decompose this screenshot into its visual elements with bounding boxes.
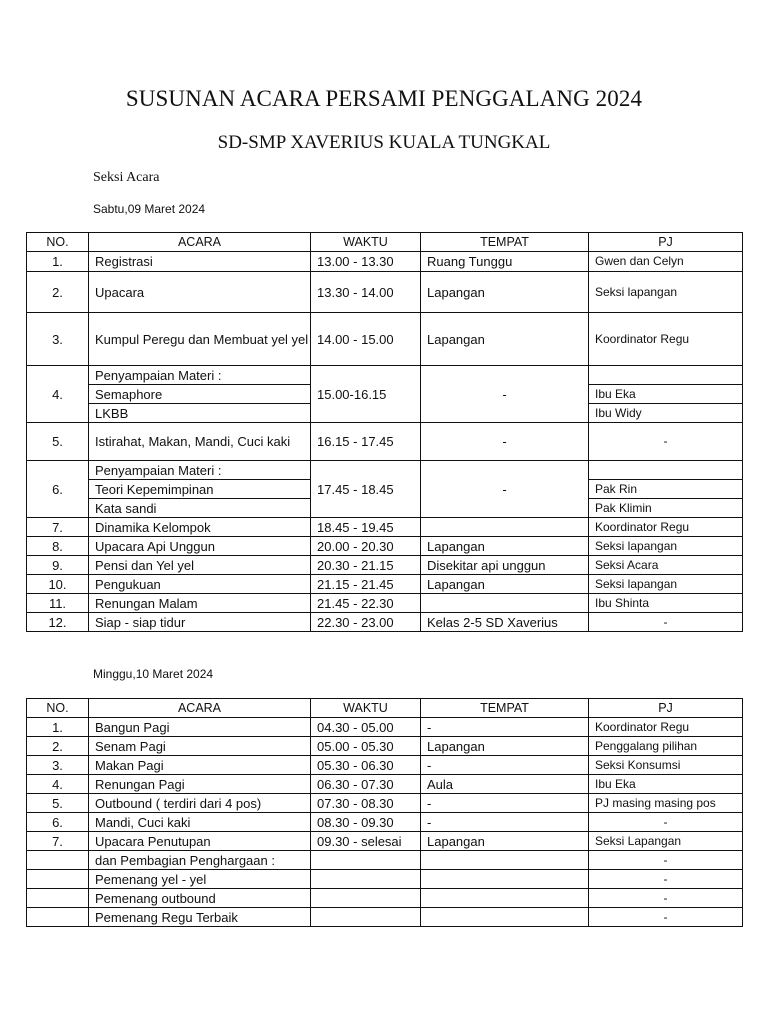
cell-tempat: -	[421, 461, 589, 518]
cell-no: 5.	[27, 794, 89, 813]
header-no: NO.	[27, 699, 89, 718]
cell-pj: Ibu Eka	[589, 775, 743, 794]
cell-waktu: 06.30 - 07.30	[311, 775, 421, 794]
cell-waktu: 05.30 - 06.30	[311, 756, 421, 775]
cell-acara: dan Pembagian Penghargaan :	[89, 851, 311, 870]
table-row	[27, 889, 743, 908]
cell-waktu: 17.45 - 18.45	[311, 461, 421, 518]
cell-tempat	[421, 851, 589, 870]
cell-pj: Koordinator Regu	[589, 313, 743, 366]
cell-no: 6.	[27, 813, 89, 832]
cell-waktu: 20.00 - 20.30	[311, 537, 421, 556]
cell-pj: -	[589, 908, 743, 927]
cell-waktu: 13.30 - 14.00	[311, 272, 421, 313]
header-tempat: TEMPAT	[421, 699, 589, 718]
cell-waktu: 20.30 - 21.15	[311, 556, 421, 575]
cell-acara: Registrasi	[89, 252, 311, 272]
cell-pj: Koordinator Regu	[589, 518, 743, 537]
cell-acara: Pemenang Regu Terbaik	[89, 908, 311, 927]
cell-tempat: Lapangan	[421, 832, 589, 851]
cell-tempat: Lapangan	[421, 313, 589, 366]
table-row	[27, 851, 743, 870]
cell-pj: Seksi Lapangan	[589, 832, 743, 851]
header-no: NO.	[27, 233, 89, 252]
table-row	[27, 613, 743, 632]
cell-pj: -	[589, 851, 743, 870]
cell-acara: Pengukuan	[89, 575, 311, 594]
cell-acara: Pensi dan Yel yel	[89, 556, 311, 575]
cell-pj: Ibu Widy	[589, 404, 743, 423]
header-pj: PJ	[589, 699, 743, 718]
cell-acara-head: Penyampaian Materi :	[89, 366, 311, 385]
cell-tempat: Ruang Tunggu	[421, 252, 589, 272]
cell-pj: -	[589, 813, 743, 832]
cell-waktu: 08.30 - 09.30	[311, 813, 421, 832]
table-row	[27, 518, 743, 537]
header-waktu: WAKTU	[311, 233, 421, 252]
cell-acara: Siap - siap tidur	[89, 613, 311, 632]
cell-no: 10.	[27, 575, 89, 594]
cell-waktu: 18.45 - 19.45	[311, 518, 421, 537]
cell-waktu	[311, 851, 421, 870]
cell-no: 7.	[27, 518, 89, 537]
cell-no: 9.	[27, 556, 89, 575]
cell-no	[27, 870, 89, 889]
cell-tempat: Aula	[421, 775, 589, 794]
table-row	[27, 737, 743, 756]
cell-pj: PJ masing masing pos	[589, 794, 743, 813]
cell-pj: Ibu Shinta	[589, 594, 743, 613]
table-header-row	[27, 233, 743, 252]
table-row	[27, 272, 743, 313]
day2-label: Minggu,10 Maret 2024	[93, 667, 214, 681]
cell-pj: -	[589, 423, 743, 461]
cell-no: 3.	[27, 756, 89, 775]
cell-acara: Upacara	[89, 272, 311, 313]
table-row	[27, 313, 743, 366]
cell-tempat: -	[421, 813, 589, 832]
cell-tempat: Lapangan	[421, 737, 589, 756]
cell-no: 5.	[27, 423, 89, 461]
cell-waktu: 09.30 - selesai	[311, 832, 421, 851]
cell-acara: Pemenang yel - yel	[89, 870, 311, 889]
cell-acara: Makan Pagi	[89, 756, 311, 775]
cell-waktu: 21.45 - 22.30	[311, 594, 421, 613]
cell-acara-sub: Teori Kepemimpinan	[89, 480, 311, 499]
table-row	[27, 870, 743, 889]
cell-pj-empty	[589, 366, 743, 385]
cell-acara: Senam Pagi	[89, 737, 311, 756]
cell-tempat: Lapangan	[421, 537, 589, 556]
cell-acara: Bangun Pagi	[89, 718, 311, 737]
header-acara: ACARA	[89, 699, 311, 718]
cell-waktu: 14.00 - 15.00	[311, 313, 421, 366]
cell-pj: Penggalang pilihan	[589, 737, 743, 756]
table-row	[27, 775, 743, 794]
cell-acara: Renungan Pagi	[89, 775, 311, 794]
cell-pj: Koordinator Regu	[589, 718, 743, 737]
cell-waktu: 21.15 - 21.45	[311, 575, 421, 594]
cell-tempat: -	[421, 756, 589, 775]
cell-pj-empty	[589, 461, 743, 480]
cell-waktu: 04.30 - 05.00	[311, 718, 421, 737]
cell-pj: Seksi lapangan	[589, 537, 743, 556]
table-row	[27, 813, 743, 832]
cell-acara-sub: Semaphore	[89, 385, 311, 404]
cell-no	[27, 851, 89, 870]
cell-acara: Istirahat, Makan, Mandi, Cuci kaki	[89, 423, 311, 461]
cell-tempat	[421, 870, 589, 889]
cell-pj: Gwen dan Celyn	[589, 252, 743, 272]
cell-acara: Mandi, Cuci kaki	[89, 813, 311, 832]
cell-pj: Pak Rin	[589, 480, 743, 499]
cell-no: 4.	[27, 366, 89, 423]
header-pj: PJ	[589, 233, 743, 252]
cell-tempat	[421, 594, 589, 613]
table-row	[27, 252, 743, 272]
cell-tempat: -	[421, 423, 589, 461]
cell-tempat: -	[421, 794, 589, 813]
cell-waktu: 16.15 - 17.45	[311, 423, 421, 461]
cell-acara: Upacara Penutupan	[89, 832, 311, 851]
cell-waktu	[311, 889, 421, 908]
table-row	[27, 756, 743, 775]
cell-acara-head: Penyampaian Materi :	[89, 461, 311, 480]
schedule-table-day1	[26, 232, 743, 632]
table-row	[27, 423, 743, 461]
cell-acara: Kumpul Peregu dan Membuat yel yel	[89, 313, 311, 366]
cell-no: 2.	[27, 737, 89, 756]
cell-no: 3.	[27, 313, 89, 366]
cell-acara-sub: Kata sandi	[89, 499, 311, 518]
cell-tempat	[421, 518, 589, 537]
cell-no: 11.	[27, 594, 89, 613]
cell-acara: Dinamika Kelompok	[89, 518, 311, 537]
table-row	[27, 908, 743, 927]
cell-no: 4.	[27, 775, 89, 794]
cell-no: 8.	[27, 537, 89, 556]
cell-tempat: -	[421, 718, 589, 737]
cell-no: 7.	[27, 832, 89, 851]
cell-tempat: Kelas 2-5 SD Xaverius	[421, 613, 589, 632]
cell-pj: Ibu Eka	[589, 385, 743, 404]
schedule-table-day2	[26, 698, 743, 927]
table-row	[27, 537, 743, 556]
cell-acara-sub: LKBB	[89, 404, 311, 423]
cell-tempat	[421, 889, 589, 908]
cell-acara: Upacara Api Unggun	[89, 537, 311, 556]
table-row	[27, 556, 743, 575]
cell-pj: -	[589, 613, 743, 632]
cell-no	[27, 889, 89, 908]
cell-pj: Seksi Acara	[589, 556, 743, 575]
cell-waktu	[311, 870, 421, 889]
cell-waktu: 22.30 - 23.00	[311, 613, 421, 632]
cell-tempat: Lapangan	[421, 575, 589, 594]
table-row	[27, 832, 743, 851]
day1-label: Sabtu,09 Maret 2024	[93, 202, 206, 216]
table-row	[27, 575, 743, 594]
header-tempat: TEMPAT	[421, 233, 589, 252]
cell-tempat: Disekitar api unggun	[421, 556, 589, 575]
cell-pj: -	[589, 889, 743, 908]
cell-waktu: 07.30 - 08.30	[311, 794, 421, 813]
cell-tempat	[421, 908, 589, 927]
document-subtitle: SD-SMP XAVERIUS KUALA TUNGKAL	[217, 132, 551, 153]
cell-no: 12.	[27, 613, 89, 632]
table-row	[27, 794, 743, 813]
cell-waktu: 15.00-16.15	[311, 366, 421, 423]
cell-no: 1.	[27, 252, 89, 272]
cell-waktu: 13.00 - 13.30	[311, 252, 421, 272]
table-row	[27, 594, 743, 613]
cell-waktu	[311, 908, 421, 927]
cell-no: 2.	[27, 272, 89, 313]
section-label: Seksi Acara	[93, 170, 160, 185]
cell-acara: Pemenang outbound	[89, 889, 311, 908]
cell-acara: Renungan Malam	[89, 594, 311, 613]
cell-no	[27, 908, 89, 927]
document-title: SUSUNAN ACARA PERSAMI PENGGALANG 2024	[125, 86, 643, 111]
table-header-row	[27, 699, 743, 718]
table-row	[27, 718, 743, 737]
cell-waktu: 05.00 - 05.30	[311, 737, 421, 756]
table-row	[27, 461, 743, 480]
cell-pj: -	[589, 870, 743, 889]
cell-pj: Pak Klimin	[589, 499, 743, 518]
cell-tempat: -	[421, 366, 589, 423]
header-waktu: WAKTU	[311, 699, 421, 718]
header-acara: ACARA	[89, 233, 311, 252]
cell-acara: Outbound ( terdiri dari 4 pos)	[89, 794, 311, 813]
table-row	[27, 366, 743, 385]
cell-no: 6.	[27, 461, 89, 518]
cell-pj: Seksi lapangan	[589, 272, 743, 313]
cell-pj: Seksi Konsumsi	[589, 756, 743, 775]
cell-tempat: Lapangan	[421, 272, 589, 313]
cell-pj: Seksi lapangan	[589, 575, 743, 594]
cell-no: 1.	[27, 718, 89, 737]
